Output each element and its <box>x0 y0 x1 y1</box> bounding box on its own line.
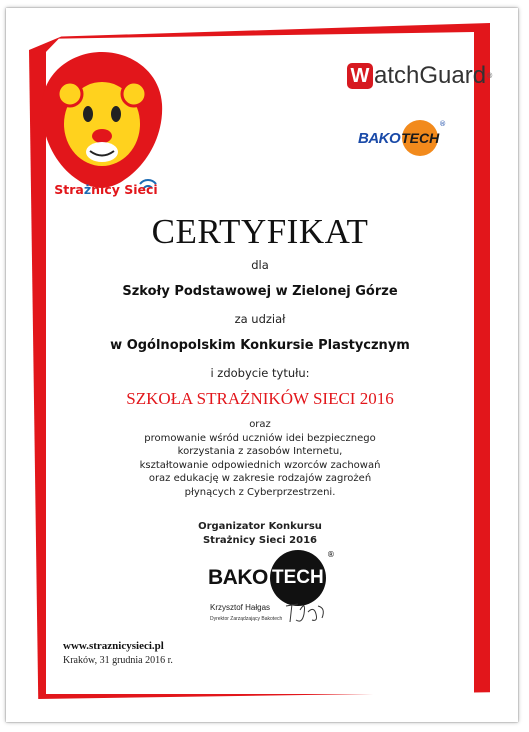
description-line: korzystania z zasobów Internetu, <box>177 446 343 458</box>
certificate-title: CERTYFIKAT <box>151 212 369 251</box>
organizer-block <box>60 520 460 547</box>
watchguard-logo <box>347 60 492 92</box>
watchguard-text: atchGuard <box>374 62 487 89</box>
line-zdobycie: i zdobycie tytułu: <box>210 366 310 380</box>
bakotech-word: BAKO <box>358 129 401 147</box>
line-za-udzial: za udział <box>234 312 286 326</box>
bakotech-reg: ® <box>439 120 447 128</box>
bakotech-reg: ® <box>326 550 335 559</box>
organizer-line: Strażnicy Sieci 2016 <box>202 534 318 546</box>
watchguard-badge: W <box>347 63 373 89</box>
lion-mascot-icon <box>36 48 168 200</box>
description-line: płynących z Cyberprzestrzeni. <box>184 486 336 498</box>
date-line: Kraków, 31 grudnia 2016 r. <box>63 655 173 666</box>
signature-scribble-icon <box>282 596 330 626</box>
bakotech-circle: TECH <box>402 120 438 156</box>
line-dla: dla <box>251 258 269 272</box>
bakotech-circle: TECH <box>270 550 326 606</box>
watchguard-reg: ® <box>487 72 493 80</box>
bakotech-word: BAKO <box>208 566 268 589</box>
award-title: SZKOŁA STRAŻNIKÓW SIECI 2016 <box>126 389 394 408</box>
website-url: www.straznicysieci.pl <box>63 640 164 652</box>
signer-role: Dyrektor Zarządzający Bakotech <box>210 616 283 622</box>
description-line: oraz <box>249 419 271 430</box>
description-line: oraz edukację w zakresie rodzajów zagrożeń <box>148 473 372 485</box>
organizer-line: Organizator Konkursu <box>198 521 322 532</box>
bakotech-logo-top <box>358 120 446 156</box>
description-line: promowanie wśród uczniów idei bezpiecznego <box>144 432 376 444</box>
signer-name: Krzysztof Hałgas <box>210 603 271 612</box>
description-line: kształtowanie odpowiednich wzorców zachowań <box>139 459 381 471</box>
school-name: Szkoły Podstawowej w Zielonej Górze <box>122 284 398 299</box>
contest-name: w Ogólnopolskim Konkursie Plastycznym <box>110 338 410 353</box>
description-block <box>60 418 460 500</box>
straznicy-sieci-logo-text: Strażnicy Sieci <box>54 182 158 197</box>
